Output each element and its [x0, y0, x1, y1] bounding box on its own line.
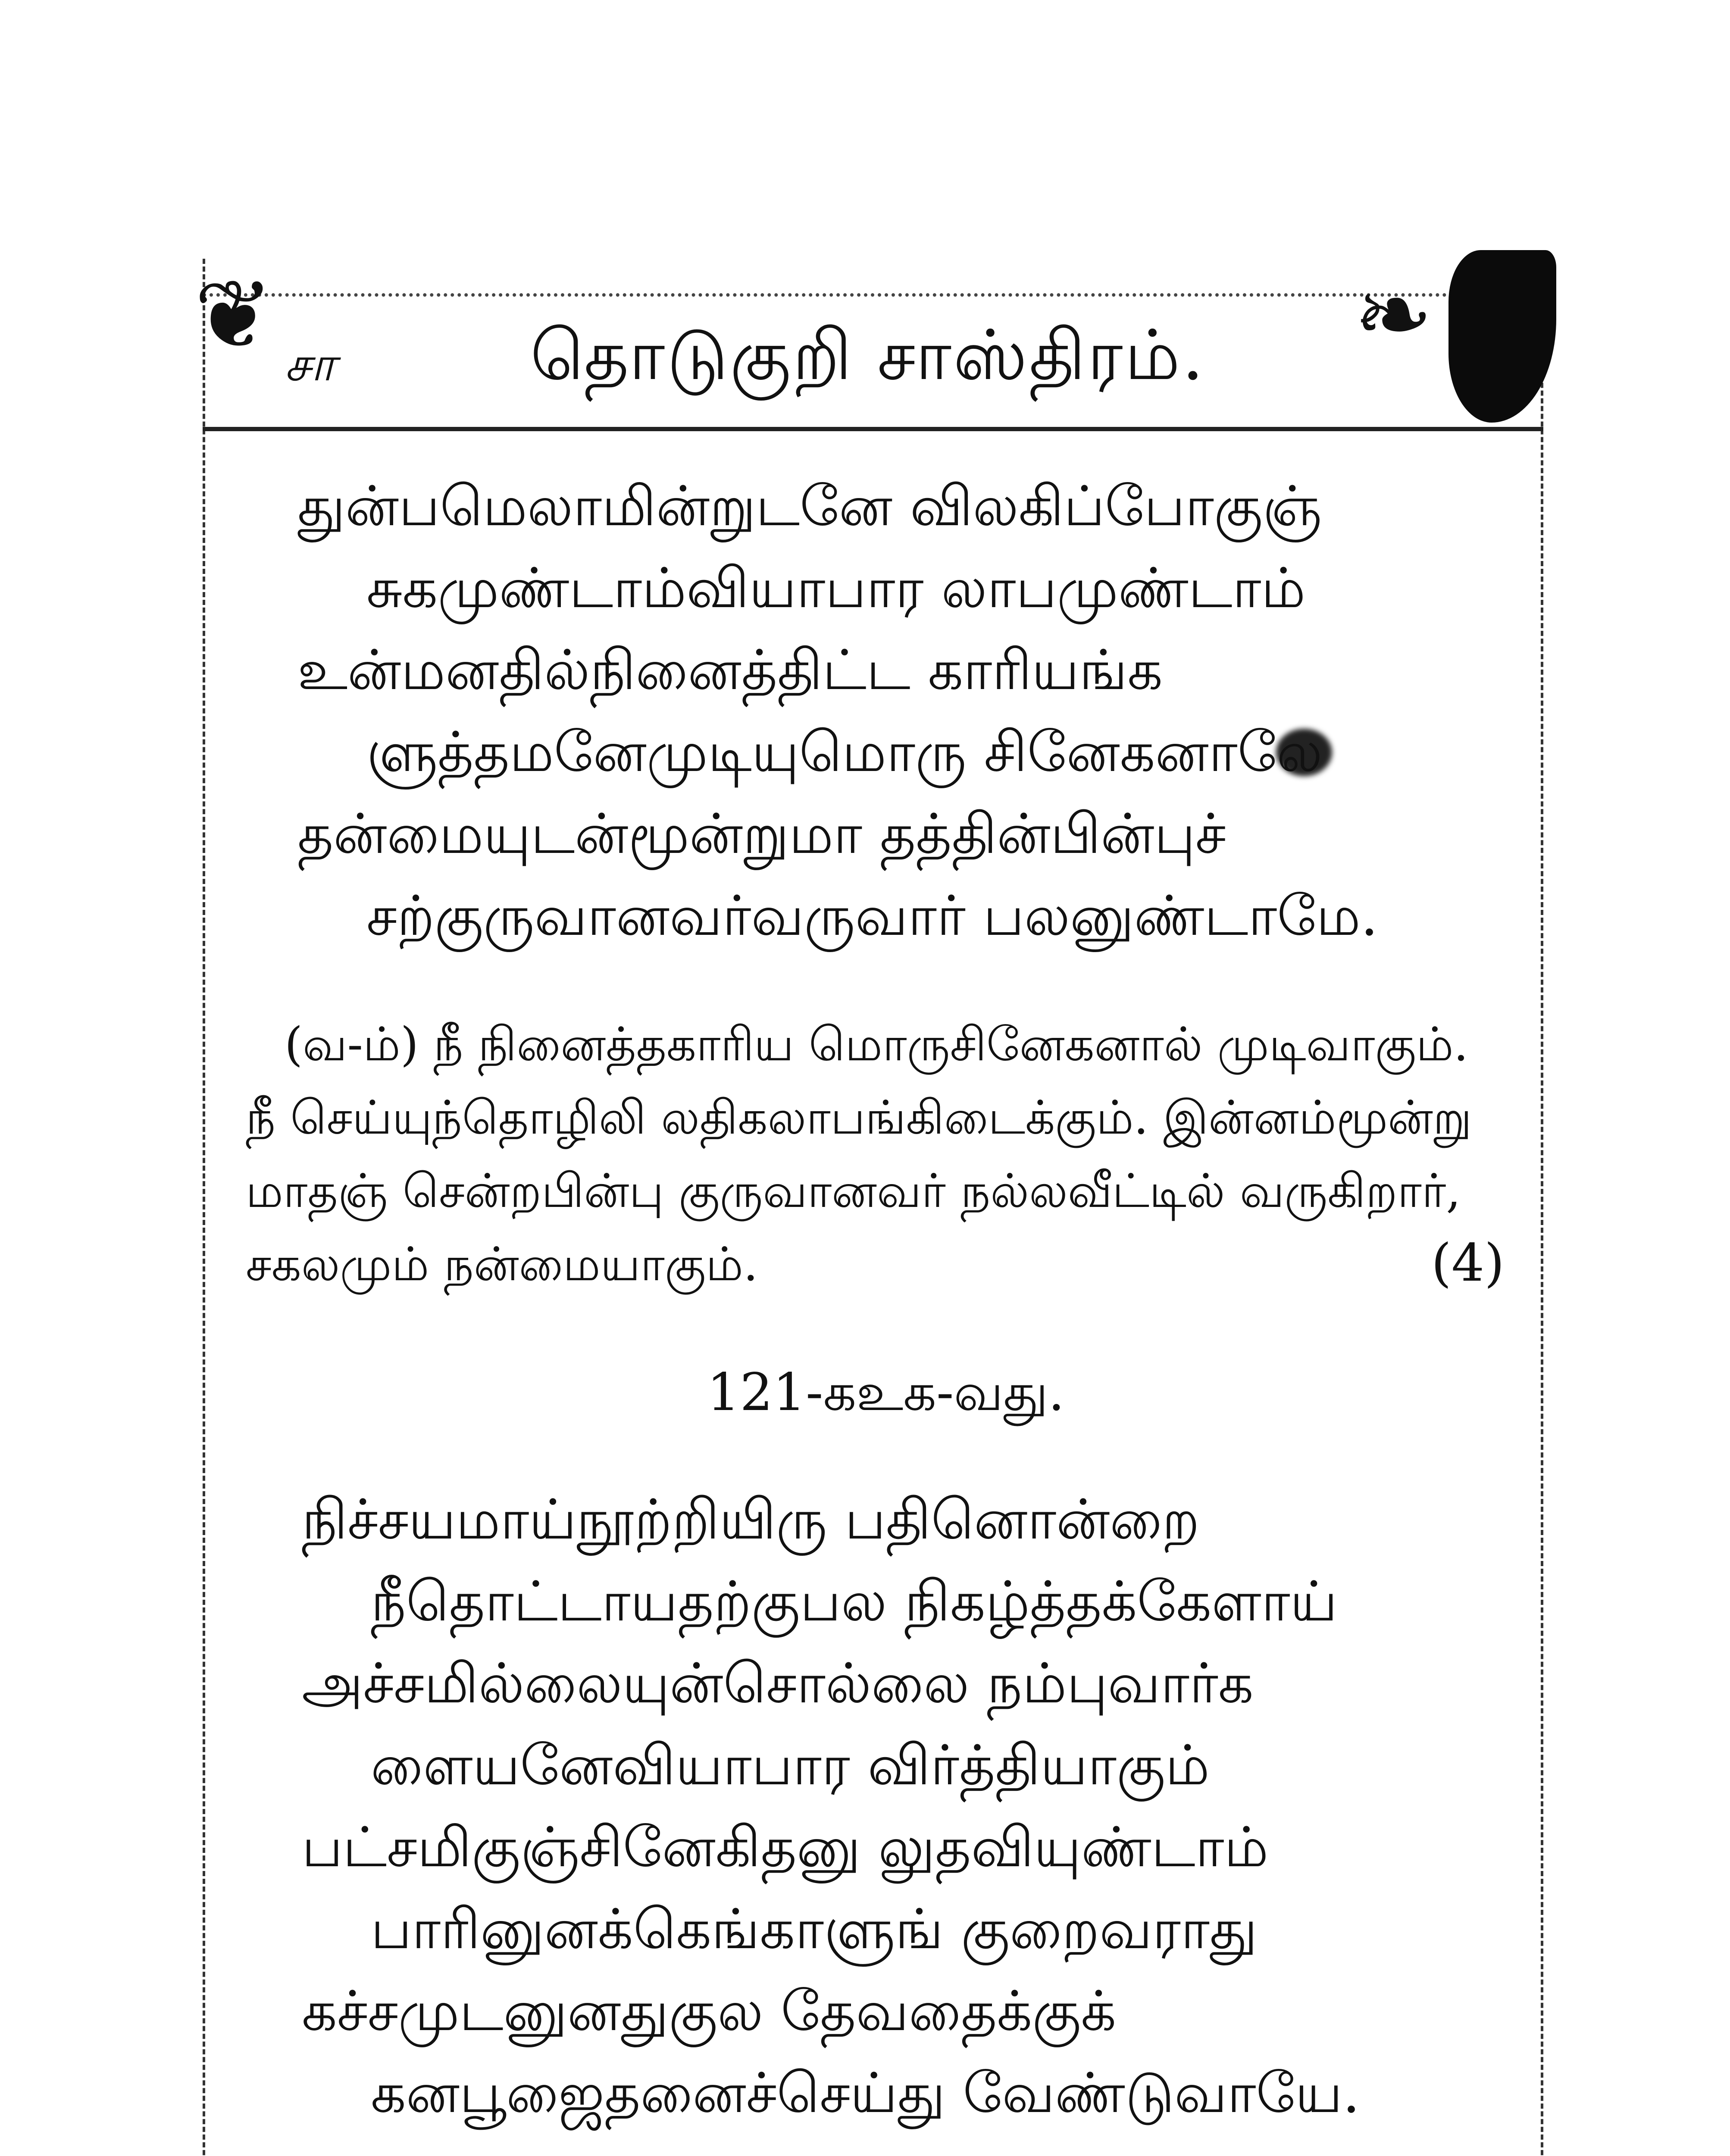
verse-line: தன்மையுடன்மூன்றுமா தத்தின்பின்புச் [297, 802, 1226, 866]
verse-number: (4) [1431, 1233, 1505, 1293]
verse-line: அச்சமில்லையுன்சொல்லை நம்புவார்க [302, 1651, 1254, 1716]
top-ornamental-rule [203, 293, 1543, 297]
corner-ornament-top-right-icon: ❧ [1354, 260, 1433, 370]
verse-line: துன்பமெலாமின்றுடனே விலகிப்போகுஞ் [297, 474, 1322, 539]
verse-line: உன்மனதில்நினைத்திட்ட காரியங்க [297, 638, 1163, 702]
verse-line: ளுத்தமனேமுடியுமொரு சினேகனாலே [366, 720, 1323, 784]
commentary-line: நீ செய்யுந்தொழிலி லதிகலாபங்கிடைக்கும். இன்னம்மூன்று [246, 1091, 1472, 1145]
verse-line: பாரினுனக்கெங்காளுங் குறைவராது [371, 1897, 1258, 1962]
section-heading-121: 121-கஉக-வது. [707, 1363, 1065, 1423]
verse-line: நிச்சயமாய்நூற்றியிரு பதினொன்றை [302, 1488, 1200, 1552]
header-underline-rule [203, 427, 1543, 431]
page-title: தொடுகுறி சாஸ்திரம். [530, 315, 1206, 395]
corner-ornament-top-left-icon: ❦ [194, 260, 274, 370]
commentary-line: (வ-ம்) நீ நினைத்தகாரிய மொருசினேகனால் முடிவாகும். [285, 1018, 1469, 1072]
verse-line: பட்சமிகுஞ்சினேகிதனு லுதவியுண்டாம் [302, 1815, 1269, 1880]
commentary-line: சகலமும் நன்மையாகும். [246, 1238, 758, 1291]
verse-line: ளையனேவியாபார விர்த்தியாகும் [371, 1733, 1210, 1798]
header-left-mark: சா [285, 336, 336, 392]
verse-line: கச்சமுடனுனதுகுல தேவதைக்குக் [302, 1979, 1117, 2043]
verse-line: சற்குருவானவர்வருவார் பலனுண்டாமே. [366, 884, 1378, 948]
verse-line: கனபூஜைதனைச்செய்து வேண்டுவாயே. [371, 2061, 1360, 2125]
verse-line: நீதொட்டாயதற்குபல நிகழ்த்தக்கேளாய் [371, 1570, 1338, 1634]
verse-line: சுகமுண்டாம்வியாபார லாபமுண்டாம் [366, 556, 1306, 620]
commentary-line: மாதஞ் சென்றபின்பு குருவானவர் நல்லவீட்டில் வருகிறார், [246, 1164, 1461, 1218]
